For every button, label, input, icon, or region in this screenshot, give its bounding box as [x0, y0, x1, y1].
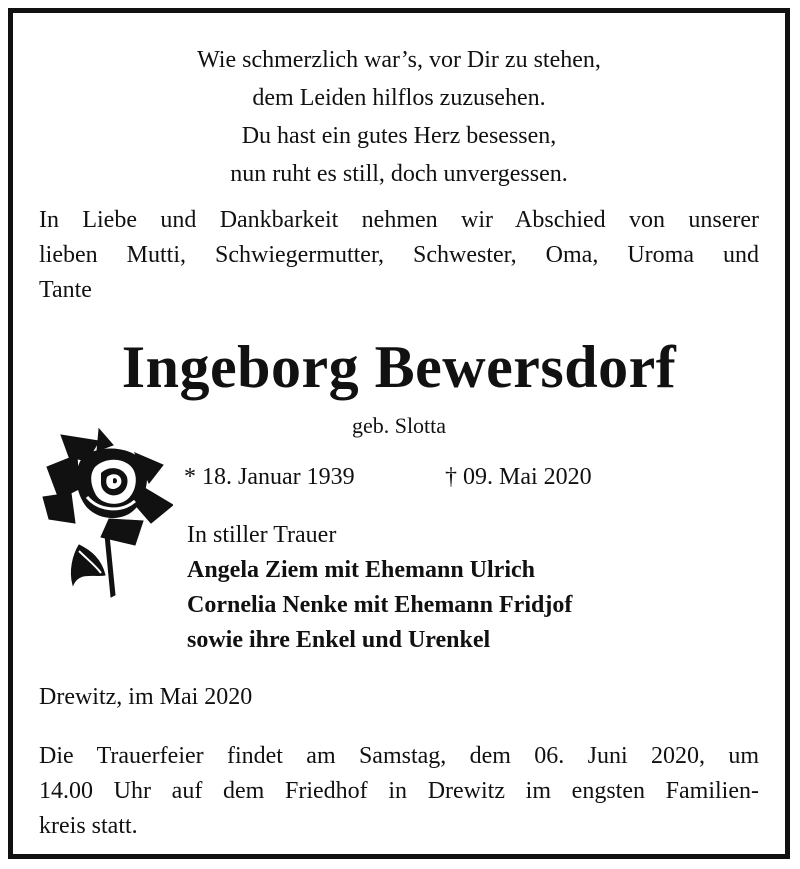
birth-date: * 18. Januar 1939	[184, 464, 355, 490]
poem-line: nun ruht es still, doch unvergessen.	[230, 161, 568, 187]
death-date: † 09. Mai 2020	[445, 464, 592, 490]
funeral-line: Die Trauerfeier findet am Samstag, dem 06. Juni 2020, um	[39, 743, 759, 769]
poem-line: Wie schmerzlich war’s, vor Dir zu stehen,	[197, 47, 601, 73]
funeral-line: 14.00 Uhr auf dem Friedhof in Drewitz im engsten Familien-	[39, 778, 759, 804]
intro-line: In Liebe und Dankbarkeit nehmen wir Abschied von unserer	[39, 207, 759, 233]
poem-line: Du hast ein gutes Herz besessen,	[241, 123, 557, 149]
intro-line: Tante	[39, 277, 92, 303]
obituary-frame	[8, 8, 790, 859]
mourner-line: Angela Ziem mit Ehemann Ulrich	[187, 557, 535, 583]
poem	[13, 41, 785, 193]
funeral-notice	[39, 739, 759, 844]
maiden-name: geb. Slotta	[351, 413, 447, 438]
poem-line: dem Leiden hilflos zuzusehen.	[252, 85, 546, 111]
mourner-line: sowie ihre Enkel und Urenkel	[187, 627, 491, 653]
rose-icon	[39, 427, 173, 603]
mourner-line: Cornelia Nenke mit Ehemann Fridjof	[187, 592, 573, 618]
deceased-name: Ingeborg Bewersdorf	[121, 334, 677, 400]
intro-text	[39, 203, 759, 308]
mourners	[187, 518, 572, 658]
place-date: Drewitz, im Mai 2020	[39, 684, 253, 710]
mourners-heading: In stiller Trauer	[187, 522, 337, 548]
funeral-line: kreis statt.	[39, 813, 138, 839]
intro-line: lieben Mutti, Schwiegermutter, Schwester, Oma, Uroma und	[39, 242, 759, 268]
